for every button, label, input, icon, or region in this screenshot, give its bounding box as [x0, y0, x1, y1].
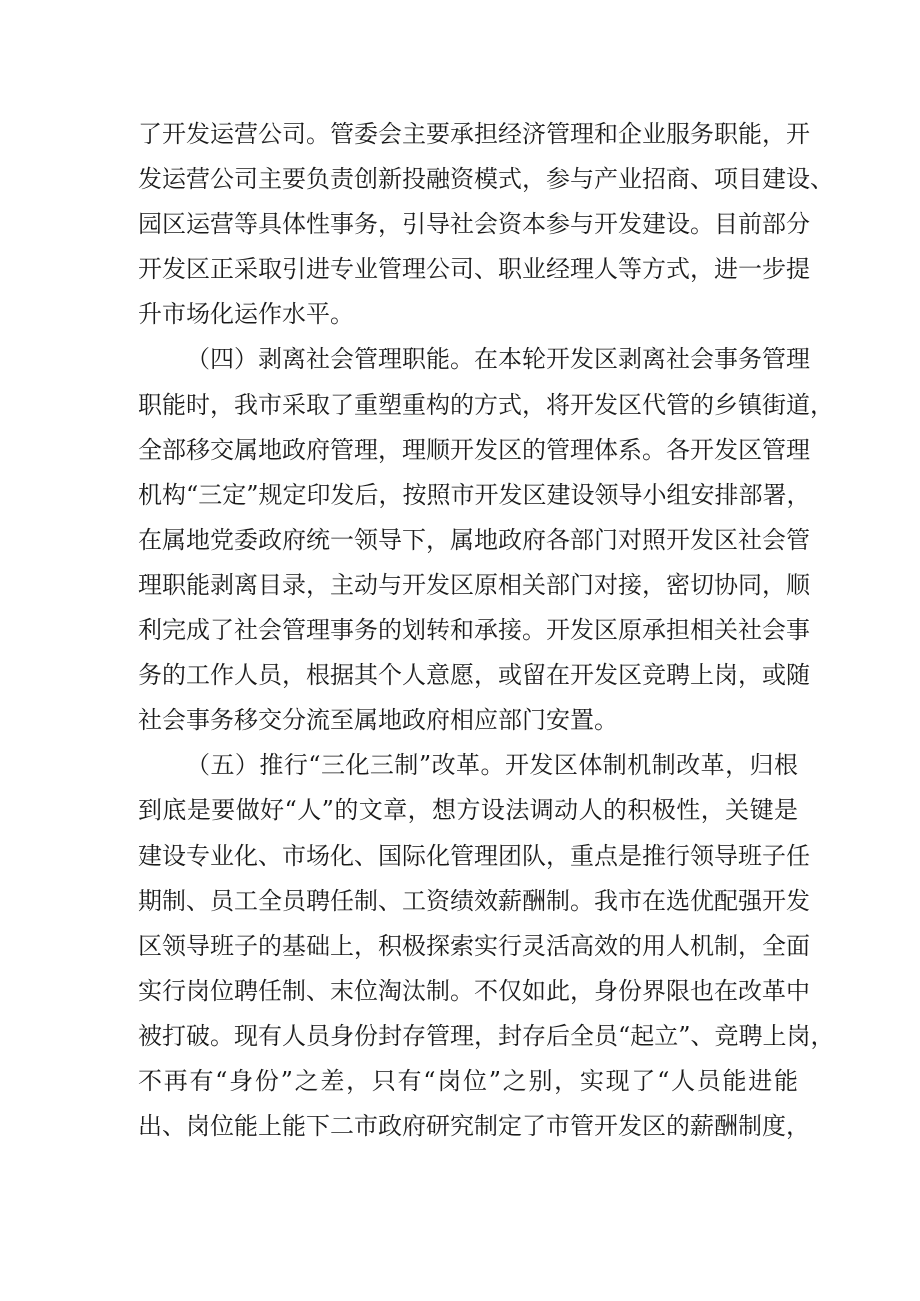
text-line: 机构“三定”规定印发后，按照市开发区建设领导小组安排部署， — [138, 480, 811, 509]
paragraph-1 — [138, 112, 834, 337]
text-line: （四）剥离社会管理职能。在本轮开发区剥离社会事务管理 — [186, 345, 810, 374]
text-line: 园区运营等具体性事务，引导社会资本参与开发建设。目前部分 — [138, 210, 810, 239]
text-line: 升市场化运作水平。 — [138, 300, 354, 329]
paragraph-3 — [138, 743, 835, 1149]
text-line: 理职能剥离目录，主动与开发区原相关部门对接，密切协同，顺 — [138, 570, 810, 599]
text-line: 不再有“身份”之差，只有“岗位”之别，实现了“人员能进能 — [138, 1066, 798, 1095]
text-line: 在属地党委政府统一领导下，属地政府各部门对照开发区社会管 — [138, 525, 810, 554]
body-text — [138, 112, 835, 1149]
text-line: 社会事务移交分流至属地政府相应部门安置。 — [138, 706, 618, 735]
text-line: 区领导班子的基础上，积极探索实行灵活高效的用人机制，全面 — [138, 931, 810, 960]
text-line: 了开发运营公司。管委会主要承担经济管理和企业服务职能，开 — [138, 120, 810, 148]
text-line: 期制、员工全员聘任制、工资绩效薪酬制。我市在选优配强开发 — [138, 886, 810, 915]
text-line: 被打破。现有人员身份封存管理，封存后全员“起立”、竞聘上岗， — [138, 1021, 835, 1050]
text-line: 实行岗位聘任制、末位淘汰制。不仅如此，身份界限也在改革中 — [138, 976, 810, 1005]
text-line: 开发区正采取引进专业管理公司、职业经理人等方式，进一步提 — [138, 255, 810, 284]
text-line: 到底是要做好“人”的文章，想方设法调动人的积极性，关键是 — [138, 796, 798, 825]
text-line: （五）推行“三化三制”改革。开发区体制机制改革，归根 — [186, 751, 798, 780]
text-line: 利完成了社会管理事务的划转和承接。开发区原承担相关社会事 — [138, 616, 810, 645]
text-line: 全部移交属地政府管理，理顺开发区的管理体系。各开发区管理 — [138, 435, 810, 464]
text-line: 建设专业化、市场化、国际化管理团队，重点是推行领导班子任 — [138, 841, 810, 870]
text-line: 务的工作人员，根据其个人意愿，或留在开发区竞聘上岗，或随 — [138, 661, 810, 690]
text-line: 发运营公司主要负责创新投融资模式，参与产业招商、项目建设、 — [138, 165, 834, 194]
text-line: 职能时，我市采取了重塑重构的方式，将开发区代管的乡镇街道， — [138, 390, 834, 419]
text-line: 出、岗位能上能下二市政府研究制定了市管开发区的薪酬制度， — [138, 1112, 810, 1141]
paragraph-2 — [138, 337, 834, 743]
